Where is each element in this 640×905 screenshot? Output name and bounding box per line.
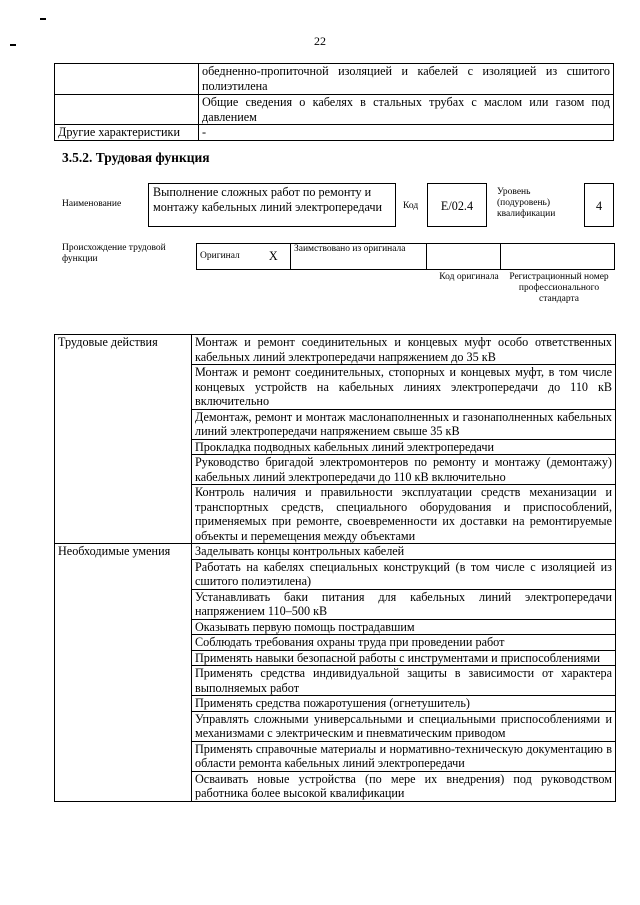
top-table [54, 63, 614, 141]
labour-action-item: Прокладка подводных кабельных линий электропередачи [192, 439, 616, 455]
skill-item: Применять справочные материалы и нормативно-техническую документацию в области ремонта кабельных линий электропередачи [192, 741, 616, 771]
table-row [55, 335, 616, 365]
table-row [55, 125, 614, 141]
level-label: Уровень (подуровень) квалификации [497, 187, 556, 219]
borrowed-label: Заимствовано из оригинала [291, 244, 427, 270]
table-cell [55, 64, 199, 95]
labour-action-item: Монтаж и ремонт соединительных, стопорных и концевых муфт, в том числе концевых устройств на кабельных линиях электропередачи до 110 кВ включительно [192, 365, 616, 410]
labour-actions-label: Трудовые действия [55, 335, 192, 544]
skill-item: Применять средства пожаротушения (огнетушитель) [192, 696, 616, 712]
origin-label: Происхождение трудовой функции [62, 243, 166, 264]
labour-action-item: Руководство бригадой электромонтеров по ремонту и монтажу (демонтажу) кабельных линий электропередачи до 110 кВ включительно [192, 455, 616, 485]
origin-table [196, 243, 615, 270]
original-mark: X [257, 244, 291, 270]
skill-item: Применять средства индивидуальной защиты в зависимости от характера выполняемых работ [192, 666, 616, 696]
table-row [55, 544, 616, 560]
margin-mark-top [40, 18, 46, 20]
name-label: Наименование [62, 199, 122, 209]
original-label: Оригинал [197, 244, 257, 270]
labour-action-item: Демонтаж, ремонт и монтаж маслонаполненных и газонаполненных кабельных линий электропередачи напряжением свыше 35 кВ [192, 409, 616, 439]
code-original-label: Код оригинала [439, 272, 499, 282]
table-cell: обедненно-пропиточной изоляцией и кабелей с изоляцией из сшитого полиэтилена [199, 64, 614, 95]
table-cell: Другие характеристики [55, 125, 199, 141]
code-original-cell [427, 244, 501, 270]
skill-item: Применять навыки безопасной работы с инструментами и приспособлениями [192, 650, 616, 666]
skills-label: Необходимые умения [55, 544, 192, 802]
skill-item: Оказывать первую помощь пострадавшим [192, 619, 616, 635]
table-row [55, 95, 614, 125]
skill-item: Осваивать новые устройства (по мере их внедрения) под руководством работника более высокой квалификации [192, 771, 616, 801]
table-cell [55, 95, 199, 125]
skill-item: Управлять сложными универсальными и специальными приспособлениями и механизмами с электрическим и пневматическим приводом [192, 711, 616, 741]
level-value: 4 [584, 183, 614, 227]
code-value: E/02.4 [427, 183, 487, 227]
table-row [55, 64, 614, 95]
code-label: Код [403, 201, 419, 211]
skill-item: Соблюдать требования охраны труда при проведении работ [192, 635, 616, 651]
reg-number-cell [501, 244, 615, 270]
labour-action-item: Монтаж и ремонт соединительных и концевых муфт особо ответственных кабельных линий электропередачи напряжением до 35 кВ [192, 335, 616, 365]
skill-item: Работать на кабелях специальных конструкций (в том числе с изоляцией из сшитого полиэтилена) [192, 559, 616, 589]
reg-number-label: Регистрационный номер профессионального стандарта [509, 272, 609, 304]
main-table [54, 334, 616, 802]
name-value: Выполнение сложных работ по ремонту и монтажу кабельных линий электропередачи [148, 183, 396, 227]
table-cell: Общие сведения о кабелях в стальных трубах с маслом или газом под давлением [199, 95, 614, 125]
table-cell: - [199, 125, 614, 141]
skill-item: Заделывать концы контрольных кабелей [192, 544, 616, 560]
section-title: 3.5.2. Трудовая функция [62, 150, 210, 165]
skill-item: Устанавливать баки питания для кабельных линий электропередачи напряжением 110–500 кВ [192, 589, 616, 619]
labour-action-item: Контроль наличия и правильности эксплуатации средств механизации и транспортных средств, специального оборудования и приспособлений, применяемых при ремонте, своевременности их доставки на ремонтируемые объекты и перемещения между объектами [192, 485, 616, 544]
table-row [197, 244, 615, 270]
page-number: 22 [314, 34, 326, 48]
